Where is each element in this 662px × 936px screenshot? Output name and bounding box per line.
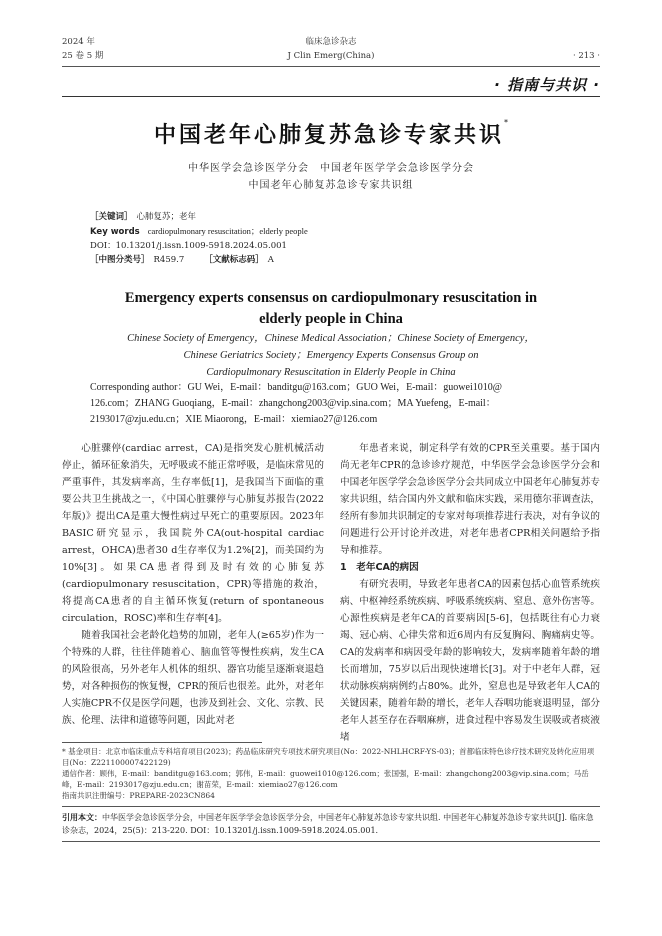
header-rule — [62, 66, 600, 67]
body-paragraph: 心脏骤停(cardiac arrest，CA)是指突发心脏机械活动停止，循环征象消失，无呼吸或不能正常呼吸，是临床常见的严重事件，其发病率高，生存率低[1]，是我国当下面临的重要公共卫生挑战之一，《中国心脏骤停与心肺复苏报告(2022年版)》提出CA是重大慢性病过早死亡的重要原因。2023年BASIC研究显示，我国院外CA(out-hospital cardiac arrest，OHCA)患者30 d生存率仅为1.2%[2]，而美国约为10%[3]。如果CA患者得到及时有效的心肺复苏(cardiopulmonary resuscitation，CPR)等措施的救治，将提高CA患者的自主循环恢复(return of spontaneous circulation，ROSC)率和生存率[4]。 — [62, 443, 324, 624]
title-cn-text: 中国老年心肺复苏急诊专家共识 — [153, 123, 504, 148]
org-en-line: Chinese Geriatrics Society；Emergency Experts Consensus Group on — [183, 350, 479, 361]
citation-box — [62, 806, 600, 842]
header-journal-cn: 临床急诊杂志 — [305, 37, 357, 47]
title-en-line: elderly people in China — [259, 311, 403, 327]
header-page-number: · 213 · — [572, 51, 600, 61]
organizations-en — [62, 330, 600, 381]
body-paragraph: 年患者来说，制定科学有效的CPR至关重要。基于国内尚无老年CPR的急诊诊疗规范，中华医学会急诊医学分会和中国老年医学学会急诊医学分会共同成立中国老年心肺复苏专家共识组，结合国内外文献和临床实践，采用德尔菲调查法，经所有参加共识制定的专家对每项推荐进行表决，对有争议的问题进行公开讨论并改进，对老年患者CPR相关问题给予指导和推荐。 — [340, 443, 600, 556]
authors-cn-line: 中国老年心肺复苏急诊专家共识组 — [248, 180, 414, 191]
body-paragraph: 有研究表明，导致老年患者CA的因素包括心血管系统疾病、中枢神经系统疾病、呼吸系统疾病、窒息、意外伤害等。心源性疾病是老年CA的首要病因[5-6]，包括既往有心力衰竭、冠心病、心律失常和近6周内有反复胸闷、胸痛病史等。CA的发病率和病因受年龄的影响较大，发病率随着年龄的增长而增加，75岁以后出现快速增长[3]。对于中老年人群，冠状动脉疾病病例约占80%。此外，窒息也是导致老年人CA的关键因素，随着年龄的增长，老年人吞咽功能衰退明显，部分老年人甚至存在吞咽麻痹，进食过程中容易发生误吸或者痰液堵 — [340, 579, 600, 743]
section-rule — [62, 96, 600, 97]
page-title-cn — [0, 118, 662, 149]
keywords-en-label: Key words — [90, 227, 140, 237]
keywords-cn-value: 心肺复苏；老年 — [136, 212, 197, 222]
authors-cn-line: 中华医学会急诊医学分会 中国老年医学学会急诊医学分会 — [188, 163, 474, 174]
footnote-correspondence: 通信作者：顾伟，E-mail：banditgu@163.com；郭伟，E-mail：guowei1010@126.com；张国强，E-mail：zhangchong2003@vip.sina.com；马岳峰，E-mail：2193017@zju.edu.cn；谢苗荣，E-mail：xiemiao27@126.com — [62, 769, 589, 789]
clc-label: ［中图分类号］ — [90, 255, 150, 265]
authors-cn — [0, 160, 662, 194]
citation-label: 引用本文： — [62, 813, 102, 822]
footnotes — [62, 746, 600, 801]
keywords-en-value: cardiopulmonary resuscitation；elderly people — [147, 226, 308, 236]
title-footnote-mark: * — [504, 118, 508, 127]
body-paragraph: 随着我国社会老龄化趋势的加剧，老年人(≥65岁)作为一个特殊的人群，往往伴随着心、脑血管等慢性疾病，发生CA的风险很高，另外老年人机体的组织、器官功能呈逐渐衰退趋势，对各种损伤的恢复慢，CPR的预后也很差。此外，对老年人实施CPR不仅是医学问题，也涉及到社会、文化、宗教、民族、伦理、法律和道德等问题，因此对老 — [62, 630, 324, 726]
corresponding-line: Corresponding author：GU Wei，E-mail：banditgu@163.com；GUO Wei，E-mail：guowei1010@ — [90, 382, 502, 393]
doi: DOI：10.13201/j.issn.1009-5918.2024.05.001 — [90, 241, 287, 251]
keywords-cn-label: ［关键词］ — [90, 212, 133, 222]
header-journal-en: J Clin Emerg(China) — [287, 51, 375, 61]
header-year: 2024 年 — [62, 37, 95, 47]
footnote-registration: 指南共识注册编号：PREPARE-2023CN864 — [62, 791, 215, 800]
page-title-en — [62, 288, 600, 330]
org-en-line: Cardiopulmonary Resuscitation in Elderly People in China — [206, 367, 456, 378]
citation-text: 中华医学会急诊医学分会，中国老年医学学会急诊医学分会，中国老年心肺复苏急诊专家共识组. 中国老年心肺复苏急诊专家共识[J]. 临床急诊杂志，2024，25(5)：213-220. DOI：10.13201/j.issn.1009-5918.2024.05.001. — [62, 813, 594, 835]
doc-code-value: A — [267, 255, 274, 265]
corresponding-line: 2193017@zju.edu.cn；XIE Miaorong，E-mail：xiemiao27@126.com — [90, 414, 378, 425]
title-en-line: Emergency experts consensus on cardiopulmonary resuscitation in — [124, 290, 538, 306]
section-tag: · 指南与共识 · — [494, 76, 600, 94]
corresponding-authors — [90, 380, 580, 428]
footnote-rule — [62, 742, 262, 743]
doc-code-label: ［文献标志码］ — [204, 255, 264, 265]
body-left-column — [62, 440, 324, 729]
section-heading: 1 老年CA的病因 — [340, 562, 419, 573]
footnote-funding: * 基金项目：北京市临床重点专科培育项目(2023)；药品临床研究专项技术研究项目(No：2022-NHLHCRF-YS-03)；首都临床特色诊疗技术研究及转化应用项目(No：Z221100007422129) — [62, 747, 595, 767]
keywords-block — [90, 210, 308, 267]
body-right-column — [340, 440, 600, 746]
org-en-line: Chinese Society of Emergency，Chinese Medical Association；Chinese Society of Emergency， — [127, 333, 535, 344]
clc-value: R459.7 — [153, 255, 185, 265]
header-volume: 25 卷 5 期 — [62, 51, 104, 61]
corresponding-line: 126.com；ZHANG Guoqiang，E-mail：zhangchong2003@vip.sina.com；MA Yuefeng，E-mail： — [90, 398, 496, 409]
